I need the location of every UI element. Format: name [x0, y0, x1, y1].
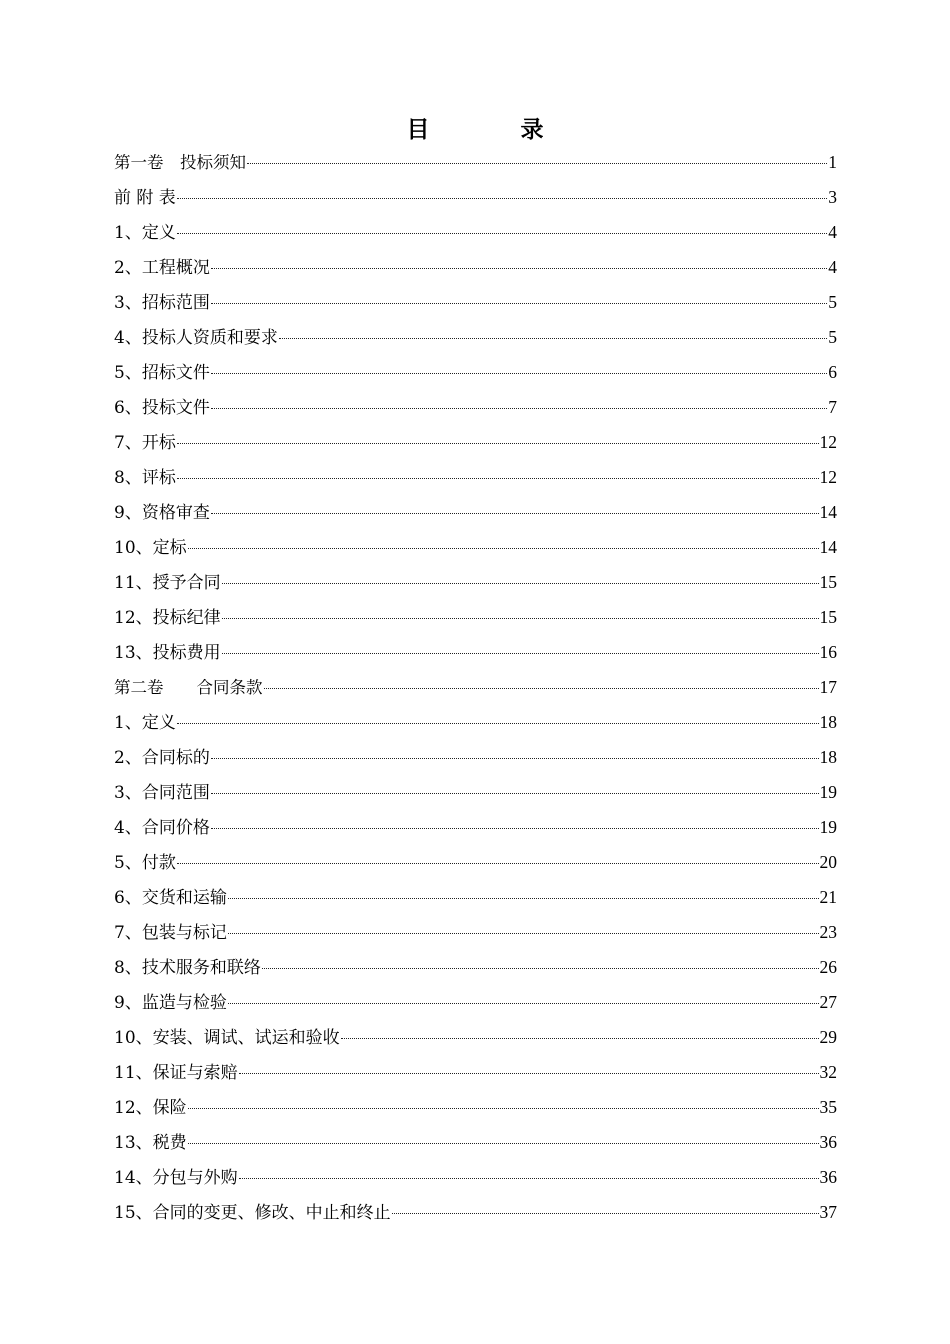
- toc-dot-leader: [228, 1003, 819, 1004]
- toc-entry-page-number: 5: [828, 292, 837, 312]
- toc-entry-page-number: 4: [828, 257, 837, 277]
- toc-dot-leader: [222, 653, 819, 654]
- toc-entry-label: 6、交货和运输: [114, 888, 227, 908]
- toc-entry-page-number: 32: [819, 1062, 837, 1082]
- toc-entry-page-number: 4: [828, 222, 837, 242]
- toc-entry-page-number: 14: [819, 537, 837, 557]
- toc-entry-label: 10、定标: [114, 538, 187, 558]
- toc-entry[interactable]: [114, 1055, 837, 1090]
- toc-entry-label: 8、技术服务和联络: [114, 958, 261, 978]
- toc-entry-label: 11、授予合同: [114, 573, 221, 593]
- toc-dot-leader: [211, 793, 819, 794]
- toc-entry[interactable]: [114, 810, 837, 845]
- toc-entry[interactable]: [114, 495, 837, 530]
- table-of-contents: [114, 145, 837, 1230]
- toc-dot-leader: [188, 548, 819, 549]
- toc-entry[interactable]: [114, 880, 837, 915]
- toc-dot-leader: [211, 408, 827, 409]
- toc-dot-leader: [222, 583, 819, 584]
- toc-dot-leader: [239, 1073, 819, 1074]
- toc-entry-page-number: 19: [819, 782, 837, 802]
- toc-entry-page-number: 15: [819, 607, 837, 627]
- toc-dot-leader: [222, 618, 819, 619]
- toc-entry-label: 12、投标纪律: [114, 608, 221, 628]
- toc-entry-label: 5、付款: [114, 853, 176, 873]
- toc-entry-label: 13、税费: [114, 1133, 187, 1153]
- toc-dot-leader: [177, 233, 827, 234]
- toc-entry-label: 1、定义: [114, 713, 176, 733]
- toc-entry[interactable]: [114, 1090, 837, 1125]
- toc-entry-page-number: 12: [819, 432, 837, 452]
- toc-entry-label: 第二卷 合同条款: [114, 678, 263, 697]
- toc-dot-leader: [262, 968, 819, 969]
- toc-entry-label: 2、工程概况: [114, 258, 210, 278]
- toc-entry-page-number: 18: [819, 712, 837, 732]
- toc-entry[interactable]: [114, 1125, 837, 1160]
- toc-entry-page-number: 23: [819, 922, 837, 942]
- toc-entry-page-number: 15: [819, 572, 837, 592]
- toc-entry[interactable]: [114, 775, 837, 810]
- toc-entry-label: 前 附 表: [114, 188, 176, 208]
- toc-entry[interactable]: [114, 1020, 837, 1055]
- toc-entry[interactable]: [114, 215, 837, 250]
- toc-entry-label: 6、投标文件: [114, 398, 210, 418]
- toc-entry-page-number: 26: [819, 957, 837, 977]
- toc-entry[interactable]: [114, 355, 837, 390]
- toc-entry-label: 4、合同价格: [114, 818, 210, 838]
- toc-entry[interactable]: [114, 390, 837, 425]
- toc-entry-page-number: 19: [819, 817, 837, 837]
- toc-entry-page-number: 20: [819, 852, 837, 872]
- toc-entry-page-number: 27: [819, 992, 837, 1012]
- toc-dot-leader: [279, 338, 827, 339]
- toc-dot-leader: [177, 443, 819, 444]
- toc-entry-label: 4、投标人资质和要求: [114, 328, 278, 348]
- toc-entry[interactable]: [114, 600, 837, 635]
- toc-dot-leader: [211, 373, 827, 374]
- toc-entry-page-number: 17: [819, 677, 837, 697]
- toc-dot-leader: [211, 828, 819, 829]
- toc-dot-leader: [177, 478, 819, 479]
- toc-entry-label: 10、安装、调试、试运和验收: [114, 1028, 340, 1048]
- toc-entry-label: 9、监造与检验: [114, 993, 227, 1013]
- toc-entry[interactable]: [114, 460, 837, 495]
- toc-dot-leader: [228, 933, 819, 934]
- toc-dot-leader: [188, 1108, 819, 1109]
- toc-entry-label: 2、合同标的: [114, 748, 210, 768]
- toc-dot-leader: [177, 863, 819, 864]
- toc-entry[interactable]: [114, 1195, 837, 1230]
- toc-entry-page-number: 36: [819, 1167, 837, 1187]
- toc-entry[interactable]: [114, 565, 837, 600]
- toc-entry-page-number: 7: [828, 397, 837, 417]
- page-title: 目 录: [406, 117, 578, 143]
- toc-entry-page-number: 37: [819, 1202, 837, 1222]
- toc-entry-label: 1、定义: [114, 223, 176, 243]
- toc-entry-page-number: 5: [828, 327, 837, 347]
- toc-volume-entry[interactable]: [114, 145, 837, 180]
- toc-entry-page-number: 16: [819, 642, 837, 662]
- toc-entry-page-number: 3: [828, 187, 837, 207]
- toc-dot-leader: [211, 758, 819, 759]
- toc-entry-label: 14、分包与外购: [114, 1168, 238, 1188]
- toc-entry[interactable]: [114, 180, 837, 215]
- toc-entry-label: 3、合同范围: [114, 783, 210, 803]
- toc-entry[interactable]: [114, 250, 837, 285]
- toc-entry[interactable]: [114, 530, 837, 565]
- toc-entry-label: 3、招标范围: [114, 293, 210, 313]
- toc-entry[interactable]: [114, 1160, 837, 1195]
- toc-dot-leader: [177, 198, 827, 199]
- toc-dot-leader: [211, 513, 819, 514]
- toc-entry[interactable]: [114, 845, 837, 880]
- toc-entry-page-number: 14: [819, 502, 837, 522]
- toc-entry[interactable]: [114, 320, 837, 355]
- toc-entry[interactable]: [114, 705, 837, 740]
- toc-entry-page-number: 12: [819, 467, 837, 487]
- toc-entry-label: 7、开标: [114, 433, 176, 453]
- toc-dot-leader: [341, 1038, 819, 1039]
- toc-entry-page-number: 21: [819, 887, 837, 907]
- toc-dot-leader: [211, 303, 827, 304]
- toc-dot-leader: [188, 1143, 819, 1144]
- toc-entry[interactable]: [114, 915, 837, 950]
- toc-entry-label: 15、合同的变更、修改、中止和终止: [114, 1203, 391, 1223]
- toc-entry[interactable]: [114, 985, 837, 1020]
- toc-dot-leader: [247, 163, 827, 164]
- toc-volume-entry[interactable]: [114, 670, 837, 705]
- toc-dot-leader: [228, 898, 819, 899]
- toc-entry-label: 7、包装与标记: [114, 923, 227, 943]
- toc-entry-label: 12、保险: [114, 1098, 187, 1118]
- toc-entry-label: 第一卷 投标须知: [114, 153, 246, 172]
- toc-dot-leader: [211, 268, 827, 269]
- toc-entry[interactable]: [114, 425, 837, 460]
- toc-dot-leader: [264, 688, 819, 689]
- toc-dot-leader: [177, 723, 819, 724]
- toc-entry-label: 13、投标费用: [114, 643, 221, 663]
- toc-entry-page-number: 6: [828, 362, 837, 382]
- toc-entry[interactable]: [114, 740, 837, 775]
- toc-entry-label: 11、保证与索赔: [114, 1063, 238, 1083]
- toc-entry[interactable]: [114, 285, 837, 320]
- toc-entry-page-number: 29: [819, 1027, 837, 1047]
- toc-dot-leader: [239, 1178, 819, 1179]
- toc-entry-page-number: 1: [828, 152, 837, 172]
- toc-entry-label: 9、资格审查: [114, 503, 210, 523]
- toc-entry[interactable]: [114, 950, 837, 985]
- toc-entry-page-number: 18: [819, 747, 837, 767]
- toc-entry-label: 5、招标文件: [114, 363, 210, 383]
- toc-entry[interactable]: [114, 635, 837, 670]
- toc-entry-page-number: 35: [819, 1097, 837, 1117]
- toc-dot-leader: [392, 1213, 819, 1214]
- toc-entry-label: 8、评标: [114, 468, 176, 488]
- toc-entry-page-number: 36: [819, 1132, 837, 1152]
